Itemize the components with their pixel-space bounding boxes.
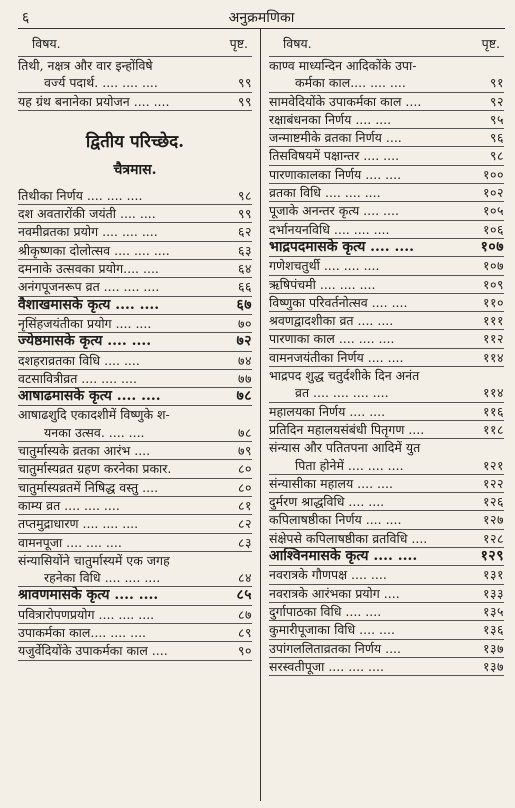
index-entry bbox=[269, 57, 504, 93]
entry-page-number: ८७ bbox=[237, 606, 252, 622]
entry-title bbox=[269, 166, 476, 183]
entry-title-line: नवरात्रके आरंभका प्रयोग .... bbox=[269, 585, 400, 601]
entry-page-number: १३६ bbox=[482, 622, 504, 638]
entry-title-line: आषाढमासके कृत्य .... .... bbox=[18, 388, 161, 405]
entry-page-number: ११६ bbox=[482, 403, 504, 419]
index-entry bbox=[18, 479, 252, 497]
index-entry bbox=[18, 93, 252, 111]
entry-title bbox=[269, 184, 476, 201]
index-entry bbox=[269, 202, 504, 220]
index-entry bbox=[269, 585, 504, 603]
entry-title-line: उपांगललिताव्रतका निर्णय .... bbox=[269, 640, 401, 656]
entry-title bbox=[18, 624, 224, 641]
entry-title-line: तिथी, नक्षत्र और वार इन्होंविषे bbox=[18, 58, 153, 73]
index-entry bbox=[18, 57, 252, 93]
entry-page-number: ११० bbox=[482, 294, 504, 310]
entry-title-line: नवरात्रके गौणपक्ष .... .... bbox=[269, 567, 387, 583]
index-entry bbox=[269, 147, 504, 165]
entry-title bbox=[269, 621, 476, 638]
entry-page-number: ६२ bbox=[237, 224, 252, 240]
index-entry bbox=[18, 552, 252, 588]
entry-title-line: सरस्वतीपूजा .... .... .... bbox=[269, 658, 384, 674]
entry-title bbox=[269, 511, 476, 528]
entry-page-number: ९५ bbox=[489, 111, 504, 127]
entry-title-line: चातुर्मास्यव्रत ग्रहण करनेका प्रकार. bbox=[18, 461, 172, 477]
index-entry bbox=[269, 166, 504, 184]
index-entry bbox=[269, 439, 504, 475]
entry-page-number: ८० bbox=[237, 479, 252, 495]
entry-title-line: संन्यासियोंने चातुर्मास्यमें एक जगह bbox=[18, 552, 170, 568]
index-entry bbox=[269, 276, 504, 294]
entry-title-line: श्रावणमासके कृत्य .... .... bbox=[18, 587, 159, 604]
entry-page-number: १३३ bbox=[482, 585, 504, 601]
subject-label: विषय. bbox=[32, 36, 61, 51]
entry-title bbox=[18, 460, 224, 477]
entry-title bbox=[18, 497, 224, 514]
entry-title bbox=[269, 239, 476, 256]
entry-page-number: १०५ bbox=[482, 203, 504, 219]
entry-title bbox=[269, 294, 476, 311]
entry-title bbox=[269, 57, 476, 92]
index-entry bbox=[18, 205, 252, 223]
entry-title bbox=[18, 479, 224, 496]
index-entry bbox=[18, 315, 252, 333]
index-entry bbox=[269, 93, 504, 111]
entry-page-number: १३७ bbox=[482, 658, 504, 674]
entry-title-line: तिसविषयमें पक्षान्तर .... .... bbox=[269, 148, 400, 164]
index-entry bbox=[269, 294, 504, 312]
entry-title-continuation: कर्मका काल.... .... .... bbox=[295, 75, 406, 91]
entry-title-line: सामवेदियोंके उपाकर्मका काल .... bbox=[269, 93, 422, 109]
page-number: ६ bbox=[22, 10, 30, 26]
entry-title-line: दमनाके उत्सवका प्रयोग.... .... bbox=[18, 261, 159, 277]
entry-page-number: ७० bbox=[237, 315, 252, 331]
entry-page-number: १०६ bbox=[482, 221, 504, 237]
entry-title-line: कपिलाषष्ठीका निर्णय .... .... bbox=[269, 512, 402, 528]
entry-page-number: ८९ bbox=[237, 625, 252, 641]
index-entry bbox=[18, 333, 252, 351]
index-entry bbox=[269, 511, 504, 529]
entry-title bbox=[18, 333, 224, 350]
entry-page-number: १०९ bbox=[482, 276, 504, 292]
entry-title-line: प्रतिदिन महालयसंबंधी पितृगण .... bbox=[269, 421, 425, 437]
entry-title bbox=[269, 276, 476, 293]
entry-title-line: ऋषिपंचमी .... .... .... bbox=[269, 276, 376, 292]
index-entry bbox=[18, 260, 252, 278]
entry-title-line: दुर्मरण श्राद्धविधि .... .... bbox=[269, 494, 385, 510]
entry-title-line: व्रतका विधि .... .... .... bbox=[269, 185, 381, 201]
index-entry bbox=[269, 330, 504, 348]
entry-title-line: पारणाकालका निर्णय .... .... bbox=[269, 166, 402, 182]
entry-title bbox=[18, 57, 224, 92]
entry-page-number: ८१ bbox=[237, 497, 252, 513]
entry-page-number: १२१ bbox=[482, 457, 504, 473]
subject-label: विषय. bbox=[283, 36, 312, 51]
entry-title-line: गणेशचतुर्थी .... .... .... bbox=[269, 258, 380, 274]
left-entry-list bbox=[18, 187, 252, 661]
entry-page-number: ९२ bbox=[489, 93, 504, 109]
entry-title-line: वामनपूजा .... .... .... bbox=[18, 534, 122, 550]
index-entry bbox=[269, 421, 504, 439]
entry-title bbox=[269, 658, 476, 675]
entry-title-line: चातुर्मास्यके व्रतका आरंभ .... bbox=[18, 443, 151, 459]
entry-title bbox=[269, 221, 476, 238]
entry-title-line: दश अवतारोंकी जयंती .... .... bbox=[18, 206, 156, 222]
entry-title-line: यजुर्वेदियोंके उपाकर्मका काल .... bbox=[18, 643, 168, 659]
entry-page-number: १३५ bbox=[482, 603, 504, 619]
index-entry bbox=[18, 388, 252, 406]
entry-title bbox=[18, 187, 224, 204]
left-column-header bbox=[18, 29, 252, 57]
index-entry bbox=[18, 406, 252, 442]
entry-page-number: ९९ bbox=[237, 206, 252, 222]
index-entry bbox=[269, 221, 504, 239]
index-entry bbox=[269, 129, 504, 147]
index-columns bbox=[18, 29, 505, 801]
entry-title-line: भाद्रपद शुद्ध चतुर्दशीके दिन अनंत bbox=[269, 368, 420, 384]
index-entry bbox=[18, 370, 252, 388]
entry-title-line: वामनजयंतीका निर्णय .... .... bbox=[269, 349, 404, 365]
entry-page-number: ८४ bbox=[237, 570, 252, 586]
entry-title bbox=[18, 352, 224, 369]
entry-page-number: ७८ bbox=[237, 424, 252, 440]
entry-page-number: ८० bbox=[237, 461, 252, 477]
page-label: पृष्ट. bbox=[481, 36, 500, 51]
entry-title-continuation: यनका उत्सव. .... .... bbox=[44, 424, 145, 440]
entry-page-number: ८५ bbox=[236, 587, 252, 604]
entry-title-line: काण्व माध्यन्दिन आदिकोंके उपा- bbox=[269, 58, 417, 73]
running-title: अनुक्रमणिका bbox=[228, 10, 295, 26]
entry-title-line: उपाकर्मका काल.... .... .... bbox=[18, 625, 147, 641]
entry-title-line: पवित्रारोपणप्रयोग .... .... .... bbox=[18, 606, 155, 622]
entry-page-number: ११४ bbox=[482, 385, 504, 401]
page-label: पृष्ट. bbox=[229, 36, 248, 51]
index-entry bbox=[269, 239, 504, 257]
entry-title-line: दर्भानयनविधि .... .... .... bbox=[269, 221, 390, 237]
index-entry bbox=[269, 621, 504, 639]
entry-title bbox=[269, 129, 476, 146]
entry-page-number: १०२ bbox=[482, 185, 504, 201]
entry-title bbox=[269, 566, 476, 583]
index-entry bbox=[18, 242, 252, 260]
entry-title bbox=[18, 642, 224, 659]
entry-title bbox=[269, 93, 476, 110]
entry-page-number: ११८ bbox=[482, 421, 504, 437]
index-entry bbox=[18, 223, 252, 241]
index-entry bbox=[269, 403, 504, 421]
entry-title bbox=[18, 552, 224, 587]
entry-title-line: श्रीकृष्णका दोलोत्सव .... .... .... bbox=[18, 242, 170, 258]
entry-page-number: ६४ bbox=[237, 261, 252, 277]
entry-page-number: ९८ bbox=[489, 148, 504, 164]
index-entry bbox=[18, 187, 252, 205]
entry-page-number: ८२ bbox=[237, 516, 252, 532]
index-entry bbox=[269, 493, 504, 511]
entry-title-line: विष्णुका परिवर्तनोत्सव .... .... bbox=[269, 294, 408, 310]
entry-page-number: १३७ bbox=[482, 640, 504, 656]
index-entry bbox=[18, 624, 252, 642]
index-entry bbox=[269, 257, 504, 275]
index-entry bbox=[269, 475, 504, 493]
entry-title bbox=[269, 349, 476, 366]
entry-page-number: १३१ bbox=[482, 567, 504, 583]
entry-title-line: दशहराव्रतका विधि .... .... bbox=[18, 352, 140, 368]
index-entry bbox=[269, 640, 504, 658]
entry-page-number: ७८ bbox=[236, 388, 252, 405]
entry-title bbox=[18, 515, 224, 532]
entry-title-line: संक्षेपसे कपिलाषष्ठीका व्रतविधि .... bbox=[269, 530, 428, 546]
entry-page-number: ७९ bbox=[237, 443, 252, 459]
index-entry bbox=[269, 312, 504, 330]
entry-page-number: ९० bbox=[237, 643, 252, 659]
entry-title-line: वटसावित्रीव्रत .... .... .... bbox=[18, 370, 137, 386]
entry-title bbox=[269, 439, 476, 474]
entry-title bbox=[18, 242, 224, 259]
entry-title bbox=[18, 93, 224, 110]
entry-title-line: काम्य व्रत .... .... .... bbox=[18, 497, 120, 513]
entry-page-number: ७४ bbox=[237, 352, 252, 368]
entry-title bbox=[18, 315, 224, 332]
entry-page-number: ९१ bbox=[489, 75, 504, 91]
entry-title bbox=[269, 147, 476, 164]
index-entry bbox=[18, 497, 252, 515]
entry-page-number: ६७ bbox=[236, 296, 252, 313]
index-entry bbox=[18, 352, 252, 370]
entry-title-line: वैशाखमासके कृत्य .... .... bbox=[18, 296, 160, 313]
entry-title-line: ज्येष्ठमासके कृत्य .... .... bbox=[18, 333, 152, 350]
entry-page-number: १२९ bbox=[480, 548, 504, 565]
entry-title bbox=[269, 493, 476, 510]
entry-title-continuation: पिता होनेमें .... .... .... bbox=[295, 457, 404, 473]
entry-page-number: १०० bbox=[482, 166, 504, 182]
entry-title-line: भाद्रपदमासके कृत्य .... .... bbox=[269, 238, 415, 255]
entry-title bbox=[18, 534, 224, 551]
entry-title-line: यह ग्रंथ बनानेका प्रयोजन .... .... bbox=[18, 93, 170, 109]
entry-page-number: ९९ bbox=[237, 93, 252, 109]
index-entry bbox=[269, 111, 504, 129]
left-column bbox=[18, 29, 261, 801]
entry-title-line: अनंगपूजनरूप व्रत .... .... .... bbox=[18, 279, 160, 295]
entry-title-line: श्रवणद्वादशीका व्रत .... .... bbox=[269, 313, 394, 329]
entry-title bbox=[269, 475, 476, 492]
entry-title-line: चातुर्मास्यव्रतमें निषिद्ध वस्तु .... bbox=[18, 479, 159, 495]
entry-page-number: १२८ bbox=[482, 530, 504, 546]
entry-title-line: रक्षाबंधनका निर्णय .... .... bbox=[269, 111, 392, 127]
entry-page-number: ७७ bbox=[237, 370, 252, 386]
entry-page-number: १०७ bbox=[482, 258, 504, 274]
entry-title-line: आश्विनमासके कृत्य .... .... bbox=[269, 548, 418, 565]
entry-page-number: ६३ bbox=[237, 242, 252, 258]
right-column-header bbox=[269, 29, 504, 57]
index-entry bbox=[269, 184, 504, 202]
entry-title-line: कुमारीपूजाका विधि .... .... bbox=[269, 622, 395, 638]
index-entry bbox=[269, 530, 504, 548]
entry-title bbox=[18, 587, 224, 604]
entry-title-line: जन्माष्टमीके व्रतका निर्णय .... bbox=[269, 130, 402, 146]
entry-title bbox=[269, 367, 476, 402]
index-entry bbox=[18, 606, 252, 624]
entry-title-line: दुर्गापाठका विधि .... .... bbox=[269, 603, 382, 619]
entry-title-line: नवमीव्रतका प्रयोग .... .... .... bbox=[18, 224, 158, 240]
entry-title-line: पारणाका काल .... .... .... bbox=[269, 331, 395, 347]
entry-title bbox=[269, 403, 476, 420]
entry-title bbox=[269, 603, 476, 620]
month-heading: चैत्रमास. bbox=[113, 161, 157, 178]
index-entry bbox=[18, 278, 252, 296]
entry-title bbox=[269, 312, 476, 329]
chapter-heading: द्वितीय परिच्छेद. bbox=[85, 131, 185, 152]
entry-page-number: ८३ bbox=[237, 534, 252, 550]
entry-title bbox=[18, 370, 224, 387]
entry-page-number: १२७ bbox=[482, 512, 504, 528]
entry-title-line: आषाढशुदि एकादशीमें विष्णुके श- bbox=[18, 407, 170, 423]
entry-title-continuation: रहनेका विधि .... .... .... bbox=[44, 570, 161, 586]
index-entry bbox=[269, 367, 504, 403]
entry-page-number: ९८ bbox=[237, 187, 252, 203]
entry-page-number: ९९ bbox=[237, 75, 252, 91]
entry-title bbox=[18, 606, 224, 623]
entry-title bbox=[18, 297, 224, 314]
left-top-entries bbox=[18, 57, 252, 111]
entry-title bbox=[269, 202, 476, 219]
entry-title bbox=[18, 223, 224, 240]
index-entry bbox=[18, 642, 252, 660]
entry-page-number: ९६ bbox=[489, 130, 504, 146]
entry-title bbox=[269, 330, 476, 347]
entry-title bbox=[269, 257, 476, 274]
entry-title bbox=[18, 442, 224, 459]
entry-title bbox=[18, 406, 224, 441]
entry-title-continuation: व्रत .... .... .... .... bbox=[295, 385, 389, 401]
index-entry bbox=[18, 515, 252, 533]
entry-title bbox=[18, 205, 224, 222]
index-entry bbox=[269, 548, 504, 566]
entry-page-number: ११२ bbox=[482, 331, 504, 347]
entry-title-line: तप्तमुद्राधारण .... .... .... bbox=[18, 516, 139, 532]
index-entry bbox=[269, 566, 504, 584]
entry-title-line: तिथीका निर्णय .... .... .... bbox=[18, 187, 143, 203]
entry-page-number: १०७ bbox=[480, 238, 504, 255]
index-entry bbox=[18, 534, 252, 552]
entry-title bbox=[269, 585, 476, 602]
entry-title bbox=[269, 111, 476, 128]
entry-page-number: ६६ bbox=[237, 279, 252, 295]
right-column bbox=[261, 29, 504, 801]
index-entry bbox=[269, 658, 504, 676]
entry-title bbox=[18, 278, 224, 295]
entry-page-number: ११४ bbox=[482, 349, 504, 365]
entry-title bbox=[269, 421, 476, 438]
entry-title bbox=[269, 640, 476, 657]
entry-page-number: १२६ bbox=[482, 494, 504, 510]
index-entry bbox=[269, 349, 504, 367]
entry-title-continuation: वर्ज्य पदार्थ. .... .... .... bbox=[44, 75, 158, 91]
index-entry bbox=[18, 460, 252, 478]
entry-title-line: नृसिंहजयंतीका प्रयोग .... .... bbox=[18, 315, 152, 331]
entry-title bbox=[18, 260, 224, 277]
entry-title bbox=[18, 388, 224, 405]
index-entry bbox=[18, 442, 252, 460]
entry-title bbox=[269, 530, 476, 547]
index-entry bbox=[269, 603, 504, 621]
entry-page-number: १२२ bbox=[482, 475, 504, 491]
entry-page-number: ७२ bbox=[236, 333, 252, 350]
entry-title-line: पूजाके अनन्तर कृत्य .... .... bbox=[269, 203, 399, 219]
page-header bbox=[18, 6, 505, 28]
entry-title-line: महालयका निर्णय .... .... bbox=[269, 403, 386, 419]
entry-title-line: संन्यास और पतितपना आदिमें युत bbox=[269, 440, 421, 456]
entry-title-line: संन्यासीका महालय .... .... bbox=[269, 475, 393, 491]
entry-title bbox=[269, 548, 476, 565]
right-entry-list bbox=[269, 57, 504, 676]
index-entry bbox=[18, 297, 252, 315]
index-entry bbox=[18, 587, 252, 605]
entry-page-number: १११ bbox=[482, 313, 504, 329]
